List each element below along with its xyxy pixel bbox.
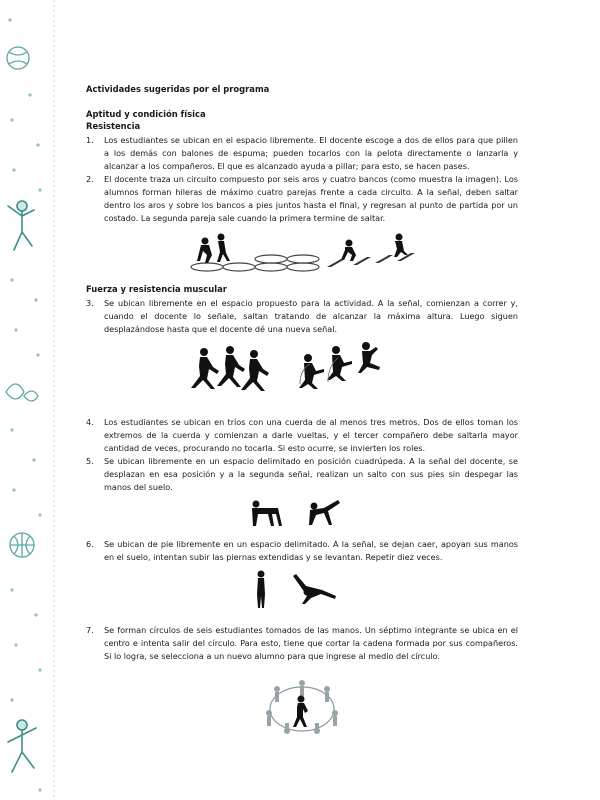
- child-jumper-doodle-icon: [8, 720, 36, 772]
- section-title-fuerza: Fuerza y resistencia muscular: [86, 284, 227, 294]
- list-item: 1. Los estudiantes se ubican en el espacio libremente. El docente escoge a dos de ellos para que pillen a los demás con balones de espuma; pueden tocarlos con la pelota directamente o lanzarla y alcanzar a los compañeros. El que es alcanzado ayuda a pillar; para esto, se hacen pases.: [86, 135, 518, 171]
- standing-falling-illustration: [247, 570, 357, 610]
- ball-doodle-icon: [7, 47, 29, 69]
- list-item: 3. Se ubican libremente en el espacio propuesto para la actividad. A la señal, comienzan a correr y, cuando el docente lo señale, saltan tratando de alcanzar la máxima altura. Luego siguen desplazándose hasta que el docente dé una nueva señal.: [86, 298, 518, 334]
- running-jumping-illustration: [182, 342, 422, 404]
- child-runner-doodle-icon: [8, 201, 34, 250]
- document-title: Actividades sugeridas por el programa: [86, 84, 270, 94]
- hoops-benches-illustration: [177, 229, 427, 279]
- margin-decoration: [0, 0, 60, 800]
- leaf-doodle-icon: [6, 384, 24, 399]
- subsection-title-resistencia: Resistencia: [86, 121, 141, 131]
- list-item: 6. Se ubican de pie libremente en un espacio delimitado. A la señal, se dejan caer, apoyan sus manos en el suelo, intentan subir las piernas extendidas y se levantan. Repetir diez veces.: [86, 539, 518, 562]
- page-content: [86, 84, 518, 739]
- list-item: 4. Los estudiantes se ubican en tríos con una cuerda de al menos tres metros. Dos de ellos toman los extremos de la cuerda y comienzan a darle vueltas, y el tercer compañero debe saltarla mayor cantidad de veces, procurando no tocarla. Si esto ocurre, se invierten los roles.: [86, 417, 518, 453]
- quadruped-illustration: [242, 496, 362, 530]
- list-item: 7. Se forman círculos de seis estudiantes tomados de las manos. Un séptimo integrante se ubica en el centro e intenta salir del círculo. Para esto, tiene que cortar la cadena formada por sus compañeros. Si lo logra, se selecciona a un nuevo alumno para que ingrese al medio del círculo.: [86, 625, 518, 661]
- section-title-aptitud: Aptitud y condición física: [86, 109, 206, 119]
- list-item: 5. Se ubican libremente en un espacio delimitado en posición cuadrúpeda. A la señal del docente, se desplazan en esa posición y a la segunda señal, realizan un salto con sus pies sin despegar las manos del suelo.: [86, 456, 518, 492]
- list-item: 2. El docente traza un circuito compuesto por seis aros y cuatro bancos (como muestra la imagen). Los alumnos forman hileras de máximo cuatro parejas frente a cada circuito. A la señal, deben saltar dentro los aros y sobre los bancos a pies juntos hasta el final, y regresan al punto de partida por un costado. La segunda pareja sale cuando la primera termine de saltar.: [86, 174, 518, 223]
- circle-game-illustration: [257, 673, 347, 739]
